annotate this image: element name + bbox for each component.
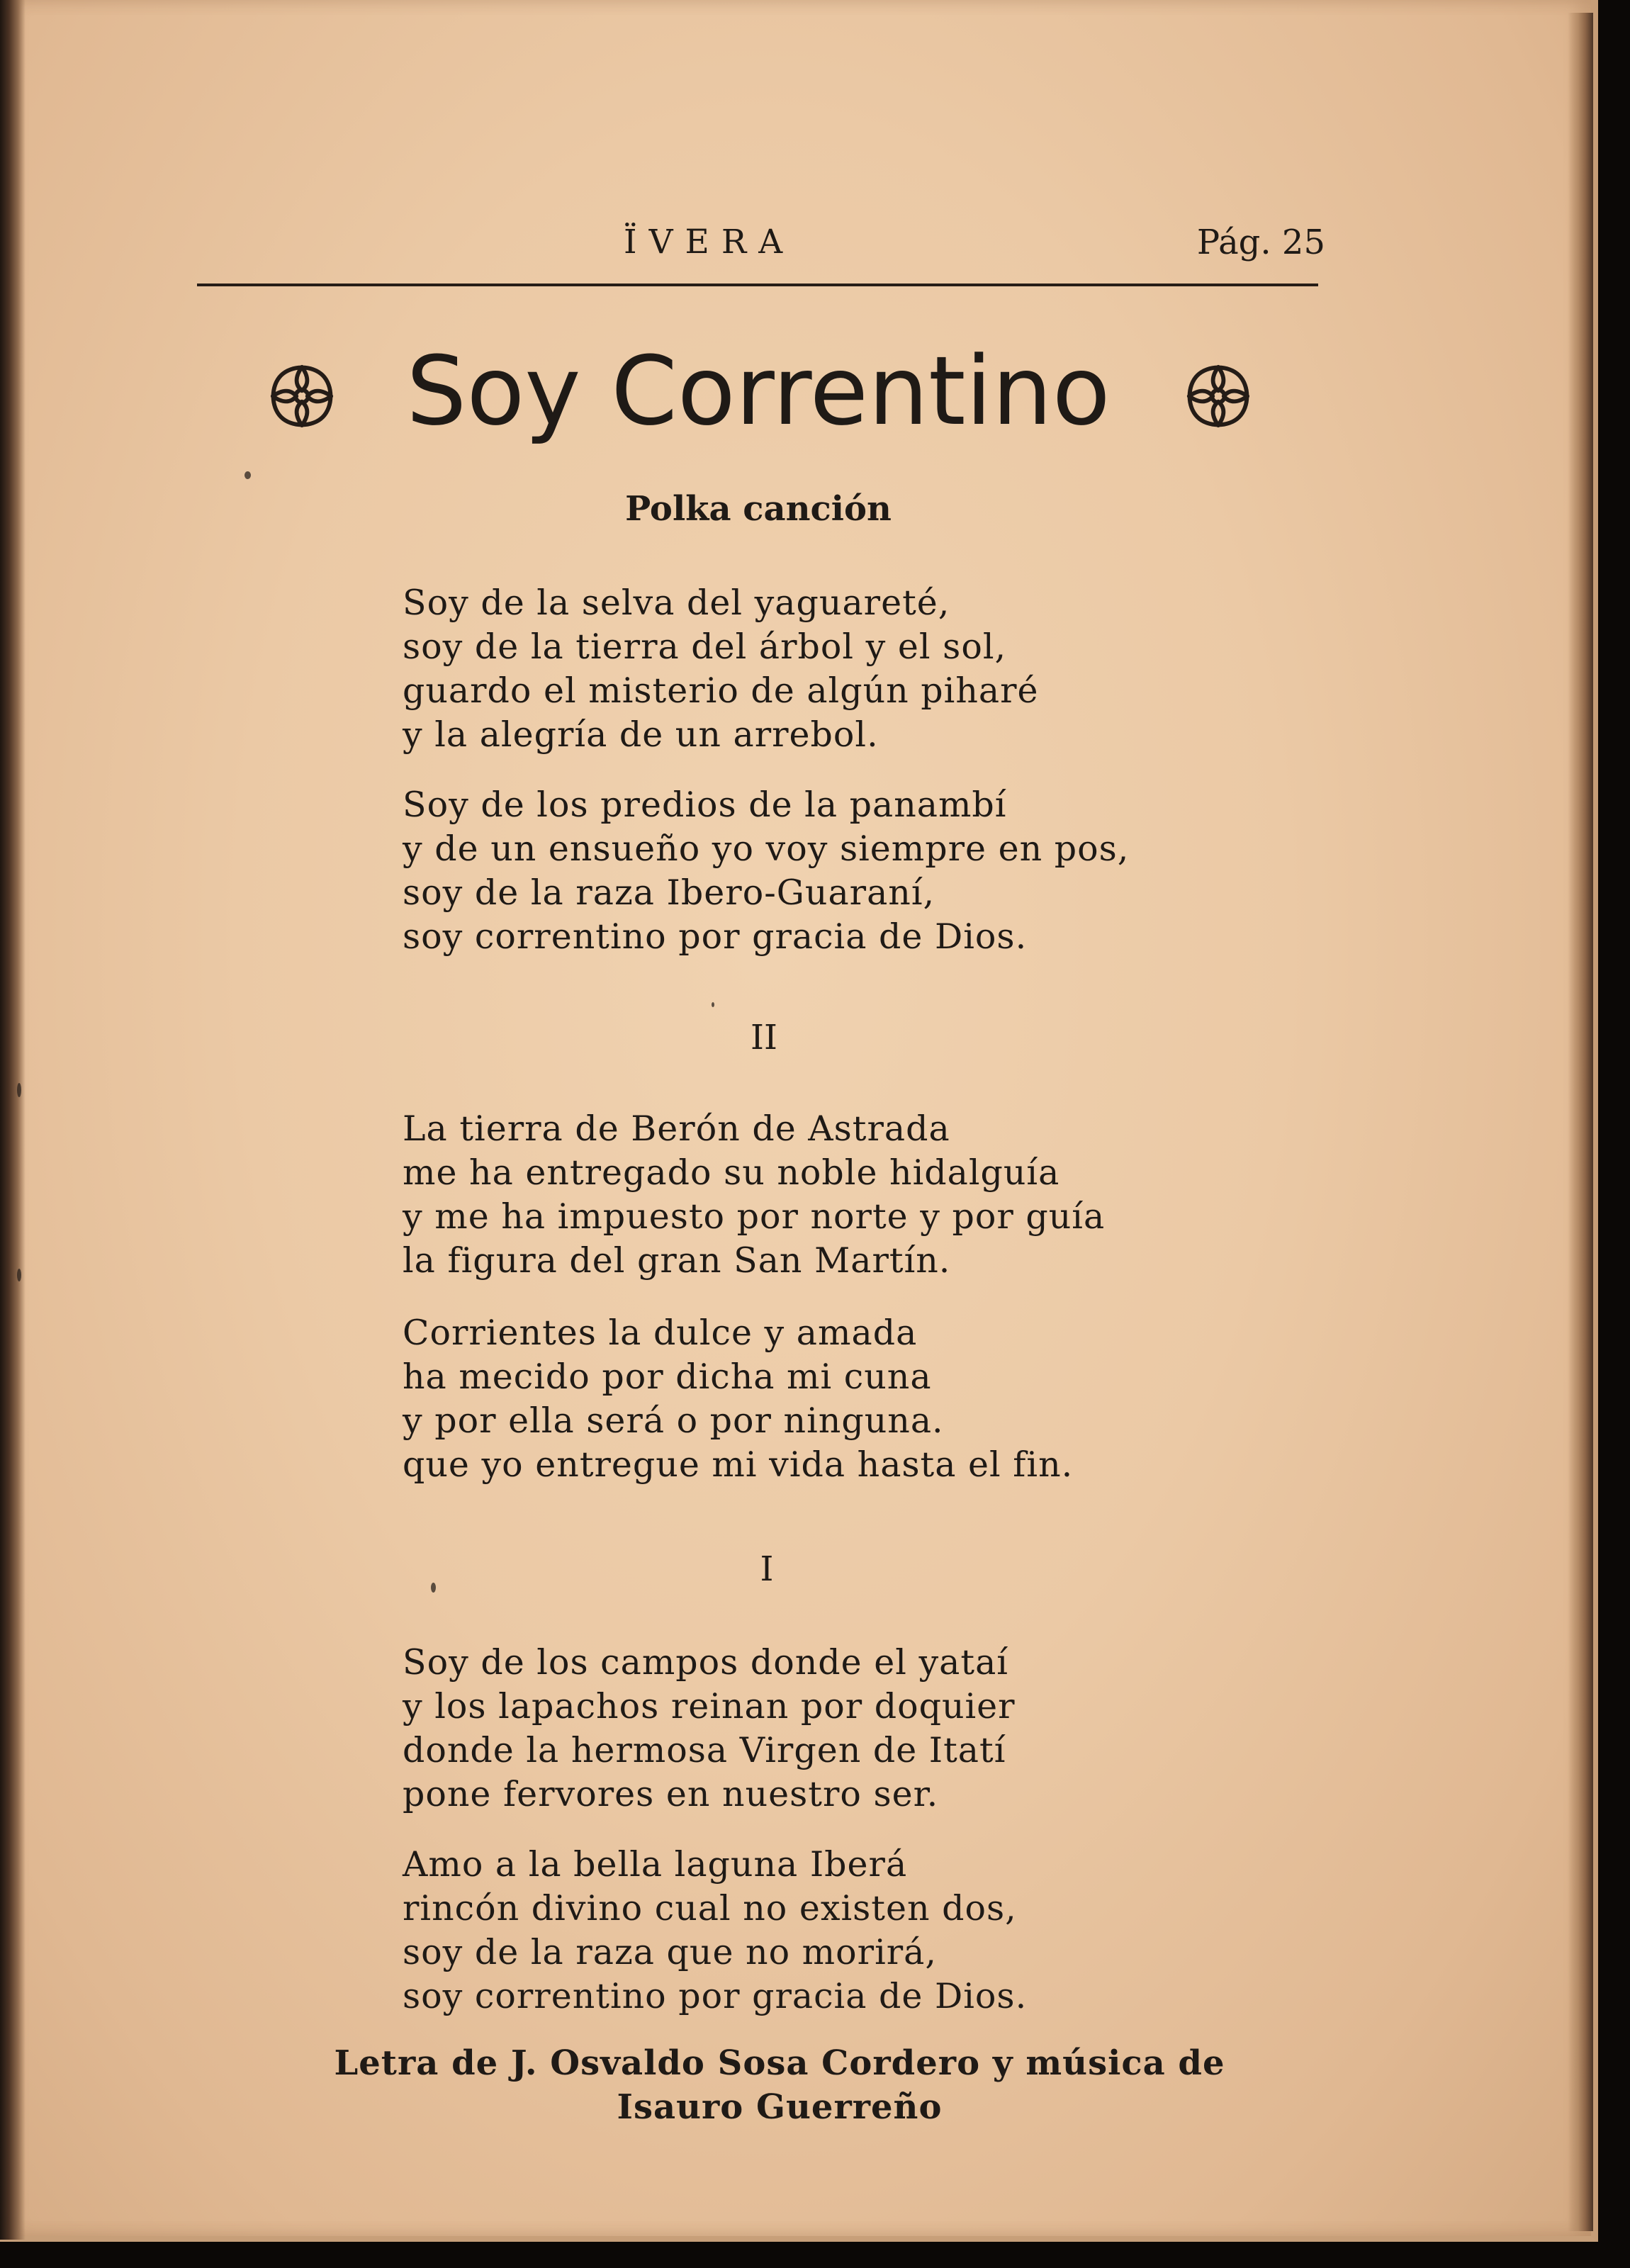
running-header-title: ÏVERA [624, 223, 795, 262]
stanza-line: soy de la raza Ibero-Guaraní, [403, 872, 935, 913]
stanza-line: Soy de la selva del yaguareté, [403, 583, 950, 623]
stanza-line: soy correntino por gracia de Dios. [403, 916, 1028, 957]
stanza-line: y los lapachos reinan por doquier [403, 1686, 1016, 1727]
stanza-line: guardo el misterio de algún piharé [403, 670, 1039, 711]
stanza-line: La tierra de Berón de Astrada [403, 1108, 950, 1149]
stanza-line: Soy de los predios de la panambí [403, 785, 1007, 825]
page-edge [1568, 13, 1593, 2231]
page-number: Pág. 25 [1196, 223, 1325, 262]
stanza-6 [403, 1843, 1189, 2019]
stanza-3 [403, 1107, 1189, 1283]
ink-speck [712, 1002, 714, 1007]
section-marker-ii: II [751, 1018, 777, 1057]
section-marker-i: I [760, 1549, 774, 1589]
stanza-line: soy correntino por gracia de Dios. [403, 1976, 1028, 2016]
ink-speck [431, 1583, 436, 1593]
header-divider [197, 284, 1318, 286]
binding-shadow [0, 0, 26, 2240]
ink-speck [17, 1083, 21, 1097]
stanza-line: y de un ensueño yo voy siempre en pos, [403, 829, 1130, 869]
stanza-1 [403, 581, 1189, 757]
stanza-line: y me ha impuesto por norte y por guía [403, 1196, 1106, 1237]
stanza-line: y por ella será o por ninguna. [403, 1400, 944, 1441]
stanza-line: ha mecido por dicha mi cuna [403, 1357, 932, 1397]
credits-line: Isauro Guerreño [617, 2087, 943, 2127]
ink-speck [17, 1269, 21, 1281]
song-subtitle: Polka canción [625, 489, 892, 529]
stanza-line: soy de la tierra del árbol y el sol, [403, 627, 1007, 667]
stanza-line: me ha entregado su noble hidalguía [403, 1152, 1060, 1193]
stanza-5 [403, 1641, 1189, 1817]
stanza-line: Amo a la bella laguna Iberá [403, 1844, 908, 1885]
stanza-line: y la alegría de un arrebol. [403, 714, 879, 755]
stanza-line: soy de la raza que no morirá, [403, 1932, 937, 1972]
quatrefoil-ornament-icon [267, 361, 337, 431]
song-title: Soy Correntino [406, 336, 1111, 447]
credits-line: Letra de J. Osvaldo Sosa Cordero y música de [334, 2043, 1225, 2083]
stanza-2 [403, 783, 1189, 959]
stanza-line: pone fervores en nuestro ser. [403, 1774, 939, 1814]
stanza-line: rincón divino cual no existen dos, [403, 1888, 1017, 1929]
quatrefoil-ornament-icon [1184, 361, 1253, 431]
stanza-line: que yo entregue mi vida hasta el fin. [403, 1444, 1074, 1485]
stanza-line: Corrientes la dulce y amada [403, 1313, 918, 1353]
stanza-line: la figura del gran San Martín. [403, 1240, 951, 1281]
stanza-line: donde la hermosa Virgen de Itatí [403, 1730, 1006, 1770]
ink-speck [244, 471, 251, 479]
stanza-line: Soy de los campos donde el yataí [403, 1642, 1008, 1683]
stanza-4 [403, 1311, 1189, 1487]
song-credits [298, 2041, 1261, 2129]
